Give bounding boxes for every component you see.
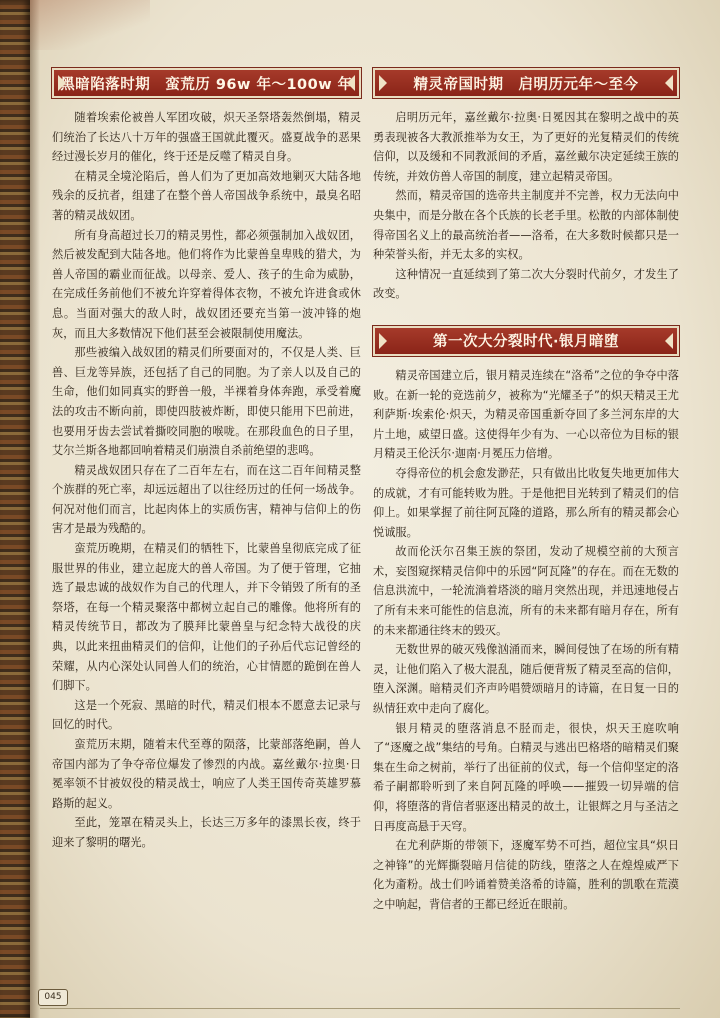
paragraph: 然而，精灵帝国的选帝共主制度并不完善，权力无法向中央集中，而是分散在各个氏族的长老手里。松散的内部体制使得帝国名义上的最高统治者——洛希，在大多数时候都只是一种荣誉头衔，并无太多的实权。 bbox=[373, 189, 679, 262]
paragraph: 至此，笼罩在精灵头上，长达三万多年的漆黑长夜，终于迎来了黎明的曙光。 bbox=[52, 816, 361, 849]
book-spine bbox=[0, 0, 30, 1018]
paragraph: 蛮荒历末期，随着末代至尊的陨落，比蒙部落绝嗣，兽人帝国内部为了争夺帝位爆发了惨烈的内战。嘉丝戴尔·拉奥·日冕率领不甘被奴役的精灵战士，响应了人类王国传奇英雄罗慕路斯的起义。 bbox=[52, 738, 361, 810]
paragraph: 在尤利萨斯的带领下，逐魔军势不可挡，超位宝具“炽日之神锋”的光辉撕裂暗月信徒的防线，堕落之人在煌煌威严下化为齑粉。战士们吟诵着赞美洛希的诗篇，胜利的凯歌在荒漠之中响起，背信者的王都已经近在眼前。 bbox=[373, 839, 679, 911]
paragraph: 这种情况一直延续到了第二次大分裂时代前夕，才发生了改变。 bbox=[373, 267, 679, 301]
section-header-elf-empire: 精灵帝国时期 启明历元年～至今 bbox=[373, 68, 679, 98]
right-column bbox=[373, 68, 679, 915]
page-number: 045 bbox=[38, 989, 68, 1006]
paragraph: 所有身高超过长刀的精灵男性，都必须强制加入战奴团，然后被发配到大陆各地。他们将作为比蒙兽皇卑贱的猎犬，为兽人帝国的霸业而征战。以母亲、爱人、孩子的生命为威胁，在完成任务前他们不被允许穿着得体衣物，不被允许进食或休息。当面对强大的敌人时，战奴团还要充当第一波冲锋的炮灰，而且大多数情况下他们甚至会被限制使用魔法。 bbox=[52, 228, 361, 340]
paragraph: 那些被编入战奴团的精灵们所要面对的，不仅是人类、巨兽、巨龙等异族，还包括了自己的同胞。为了亲人以及自己的生命，他们如同真实的野兽一般，半裸着身体奔跑，承受着魔法的攻击不断向前，即使四肢被炸断，即使只能用下巴前进，也要用牙齿去尝试着撕咬同胞的喉咙。在那段血色的日子里，艾尔兰斯各地都回响着精灵们崩溃自杀前绝望的悲鸣。 bbox=[52, 346, 361, 458]
paragraph: 这是一个死寂、黑暗的时代，精灵们根本不愿意去记录与回忆的时代。 bbox=[52, 698, 361, 732]
paragraph: 无数世界的破灭残像汹涌而来，瞬间侵蚀了在场的所有精灵，让他们陷入了极大混乱，随后便背叛了精灵至高的信仰，堕入深渊。暗精灵们齐声吟唱赞颂暗月的诗篇，在日复一日的纵情狂欢中走向了腐化。 bbox=[373, 643, 679, 716]
paragraph: 蛮荒历晚期，在精灵们的牺牲下，比蒙兽皇彻底完成了征服世界的伟业，建立起庞大的兽人帝国。为了便于管理，它抽选了最忠诚的战奴作为自己的代理人，并下令销毁了所有的圣祭塔，在每一个精灵聚落中都树立起自己的雕像。他将所有的精灵传统节日，都改为了膜拜比蒙兽皇与纪念特大战役的庆典，以此来扭曲精灵们的信仰，让他们的子孙后代忘记曾经的荣耀，从内心深处认同兽人们的统治，心甘情愿的跪倒在兽人们脚下。 bbox=[52, 542, 361, 693]
paragraph: 启明历元年，嘉丝戴尔·拉奥·日冕因其在黎明之战中的英勇表现被各大教派推举为女王，为了更好的光复精灵们的传统信仰，以及缓和不同教派间的矛盾，嘉丝戴尔决定延续王族的传统，并效仿兽人帝国的制度，建立起精灵帝国。 bbox=[373, 111, 679, 183]
section-header-dark-fall: 黑暗陷落时期 蛮荒历 96w 年～100w 年 bbox=[52, 68, 361, 98]
paragraph: 银月精灵的堕落消息不胫而走，很快，炽天王庭吹响了“逐魔之战”集结的号角。白精灵与逃出巴格塔的暗精灵们聚集在生命之树前，举行了出征前的仪式，每一个信仰坚定的洛希子嗣都聆听到了来自阿瓦隆的呼唤——摧毁一切异端的信仰，将堕落的背信者驱逐出精灵的故土，让银辉之月与圣洁之日再度高悬于天穹。 bbox=[373, 721, 679, 833]
paragraph: 故而伦沃尔召集王族的祭团，发动了规模空前的大预言术，妄图窥探精灵信仰中的乐园“阿瓦隆”的存在。而在无数的信息洪流中，一轮流淌着塔淡的暗月突然出现，并迅速地侵占了所有未来可能性的信息流，所有的未来都有暗月存在，所有的未来都通往终末的毁灭。 bbox=[373, 545, 679, 637]
spine-shadow bbox=[30, 0, 40, 1018]
footer-rule bbox=[40, 1008, 680, 1009]
paragraph: 精灵帝国建立后，银月精灵连续在“洛希”之位的争夺中落败。在新一轮的竞选前夕，被称为“光耀圣子”的炽天精灵王尤利萨斯·埃索伦·炽天，为精灵帝国重新夺回了多兰河东岸的大片土地，威望日盛。这使得年少有为、一心以帝位为目标的银月精灵王伦沃尔·迦南·月冕压力倍增。 bbox=[373, 368, 679, 461]
paragraph: 随着埃索伦被兽人军团攻破，炽天圣祭塔轰然倒塌，精灵们统治了长达八十万年的强盛王国就此覆灭。盛夏战争的恶果经过漫长岁月的催化，终于还是反噬了精灵自身。 bbox=[52, 111, 361, 164]
paragraph: 精灵战奴团只存在了二百年左右，而在这二百年间精灵整个族群的死亡率，却远远超出了以往经历过的任何一场战争。何况对他们而言，比起肉体上的实质伤害，精神与信仰上的伤害才是最为残酷的。 bbox=[52, 463, 361, 536]
left-column bbox=[52, 68, 361, 853]
page-corner-decoration bbox=[30, 0, 150, 50]
section-header-first-schism: 第一次大分裂时代·银月暗堕 bbox=[373, 326, 679, 356]
paragraph: 在精灵全境沦陷后，兽人们为了更加高效地剿灭大陆各地残余的反抗者，组建了在整个兽人帝国战争系统中，最臭名昭著的精灵战奴团。 bbox=[52, 169, 361, 222]
paragraph: 夺得帝位的机会愈发渺茫，只有做出比收复失地更加伟大的成就，才有可能转败为胜。于是他把目光转到了精灵们的信仰上。如果掌握了前往阿瓦隆的道路，那么所有的精灵都会心悦诚服。 bbox=[373, 466, 679, 539]
